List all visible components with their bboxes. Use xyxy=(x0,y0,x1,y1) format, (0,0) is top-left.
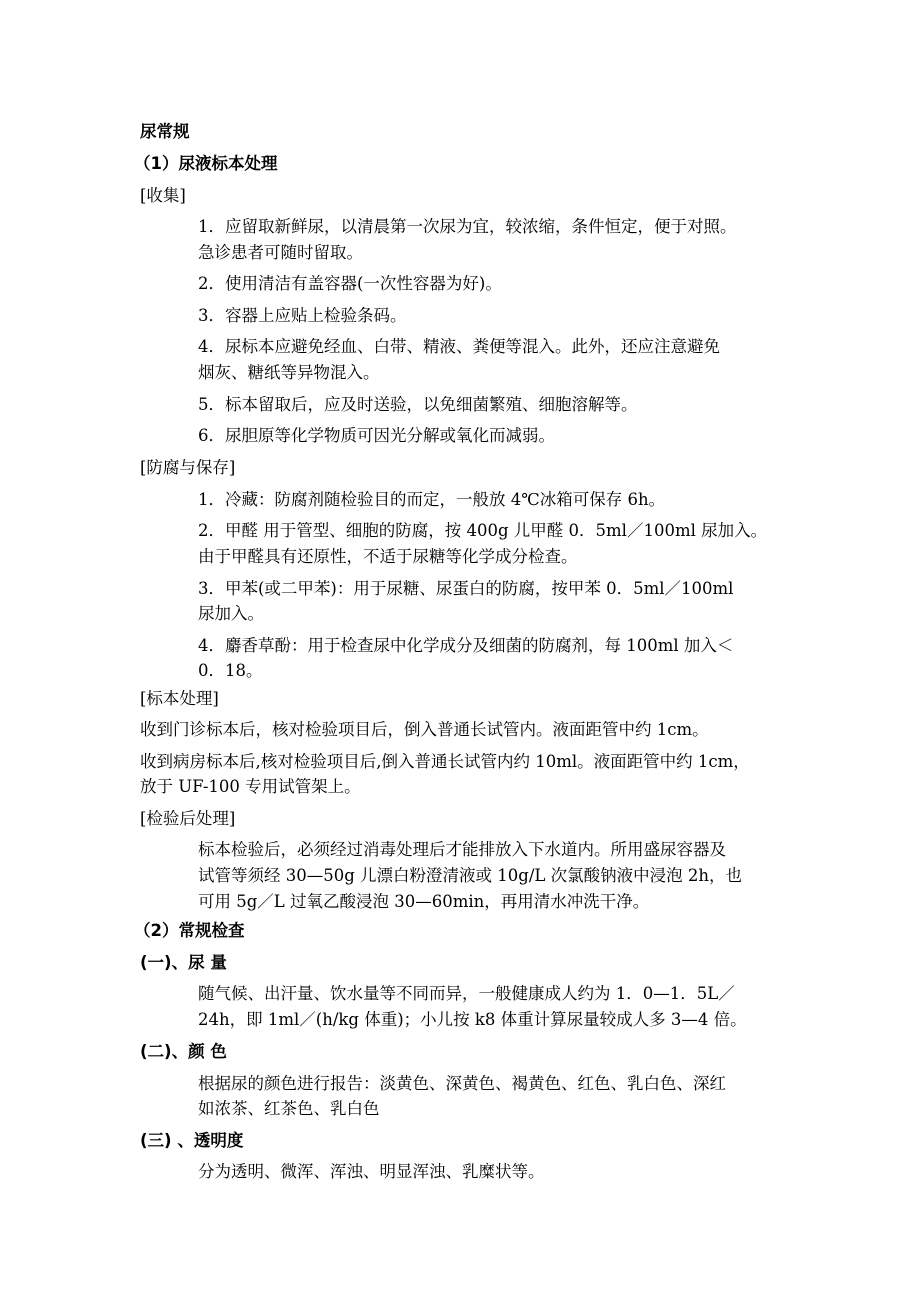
clarity-heading: (三) 、透明度 xyxy=(140,1131,244,1150)
preserve-item: 尿加入。 xyxy=(198,604,264,623)
collect-heading: [收集] xyxy=(140,186,186,205)
color-item: 根据尿的颜色进行报告：淡黄色、深黄色、褐黄色、红色、乳白色、深红 xyxy=(198,1074,726,1093)
collect-item: 5．标本留取后，应及时送验，以免细菌繁殖、细胞溶解等。 xyxy=(198,395,638,414)
section1-heading: （1）尿液标本处理 xyxy=(134,154,278,173)
collect-item: 1．应留取新鲜尿，以清晨第一次尿为宜，较浓缩，条件恒定，便于对照。 xyxy=(198,217,737,236)
color-item: 如浓茶、红茶色、乳白色 xyxy=(198,1099,380,1118)
post-processing-heading: [检验后处理] xyxy=(140,809,236,828)
volume-item: 随气候、出汗量、饮水量等不同而异，一般健康成人约为 1．0—1．5L／ xyxy=(198,984,735,1003)
volume-item: 24h，即 1ml／(h/kg 体重)；小儿按 k8 体重计算尿量较成人多 3—4 倍。 xyxy=(198,1010,747,1029)
processing-item: 收到病房标本后,核对检验项目后,倒入普通长试管内约 10ml。液面距管中约 1cm， xyxy=(140,752,750,771)
processing-item: 放于 UF-100 专用试管架上。 xyxy=(140,777,361,796)
preserve-item: 由于甲醛具有还原性，不适于尿糖等化学成分检查。 xyxy=(198,547,578,566)
post-processing-item: 试管等须经 30—50g 儿漂白粉澄清液或 10g/L 次氯酸钠液中浸泡 2h，也 xyxy=(198,866,742,885)
volume-heading: (一)、尿 量 xyxy=(140,953,227,972)
processing-heading: [标本处理] xyxy=(140,689,219,708)
preserve-item: 2．甲醛 用于管型、细胞的防腐，按 400g 儿甲醛 0．5ml／100ml 尿加入。 xyxy=(198,521,768,540)
preserve-item: 3．甲苯(或二甲苯)：用于尿糖、尿蛋白的防腐，按甲苯 0．5ml／100ml xyxy=(198,579,734,598)
collect-item: 4．尿标本应避免经血、白带、精液、粪便等混入。此外，还应注意避免 xyxy=(198,337,720,356)
collect-item: 3．容器上应贴上检验条码。 xyxy=(198,306,407,325)
processing-item: 收到门诊标本后，核对检验项目后，倒入普通长试管内。液面距管中约 1cm。 xyxy=(140,720,709,739)
preserve-heading: [防腐与保存] xyxy=(140,458,236,477)
clarity-item: 分为透明、微浑、浑浊、明显浑浊、乳糜状等。 xyxy=(198,1162,545,1181)
preserve-item: 4．麝香草酚：用于检查尿中化学成分及细菌的防腐剂，每 100ml 加入＜ xyxy=(198,636,734,655)
color-heading: (二)、颜 色 xyxy=(140,1042,227,1061)
collect-item: 急诊患者可随时留取。 xyxy=(198,243,363,262)
collect-item: 6．尿胆原等化学物质可因光分解或氧化而减弱。 xyxy=(198,426,555,445)
document-title: 尿常规 xyxy=(140,122,190,141)
collect-item: 2．使用清洁有盖容器(一次性容器为好)。 xyxy=(198,274,502,293)
post-processing-item: 标本检验后，必须经过消毒处理后才能排放入下水道内。所用盛尿容器及 xyxy=(198,840,726,859)
preserve-item: 0．18。 xyxy=(198,661,263,680)
collect-item: 烟灰、糖纸等异物混入。 xyxy=(198,363,380,382)
preserve-item: 1．冷藏：防腐剂随检验目的而定，一般放 4℃冰箱可保存 6h。 xyxy=(198,490,666,509)
section2-heading: （2）常规检查 xyxy=(134,921,245,940)
post-processing-item: 可用 5g／L 过氧乙酸浸泡 30—60min，再用清水冲洗干净。 xyxy=(198,892,650,911)
